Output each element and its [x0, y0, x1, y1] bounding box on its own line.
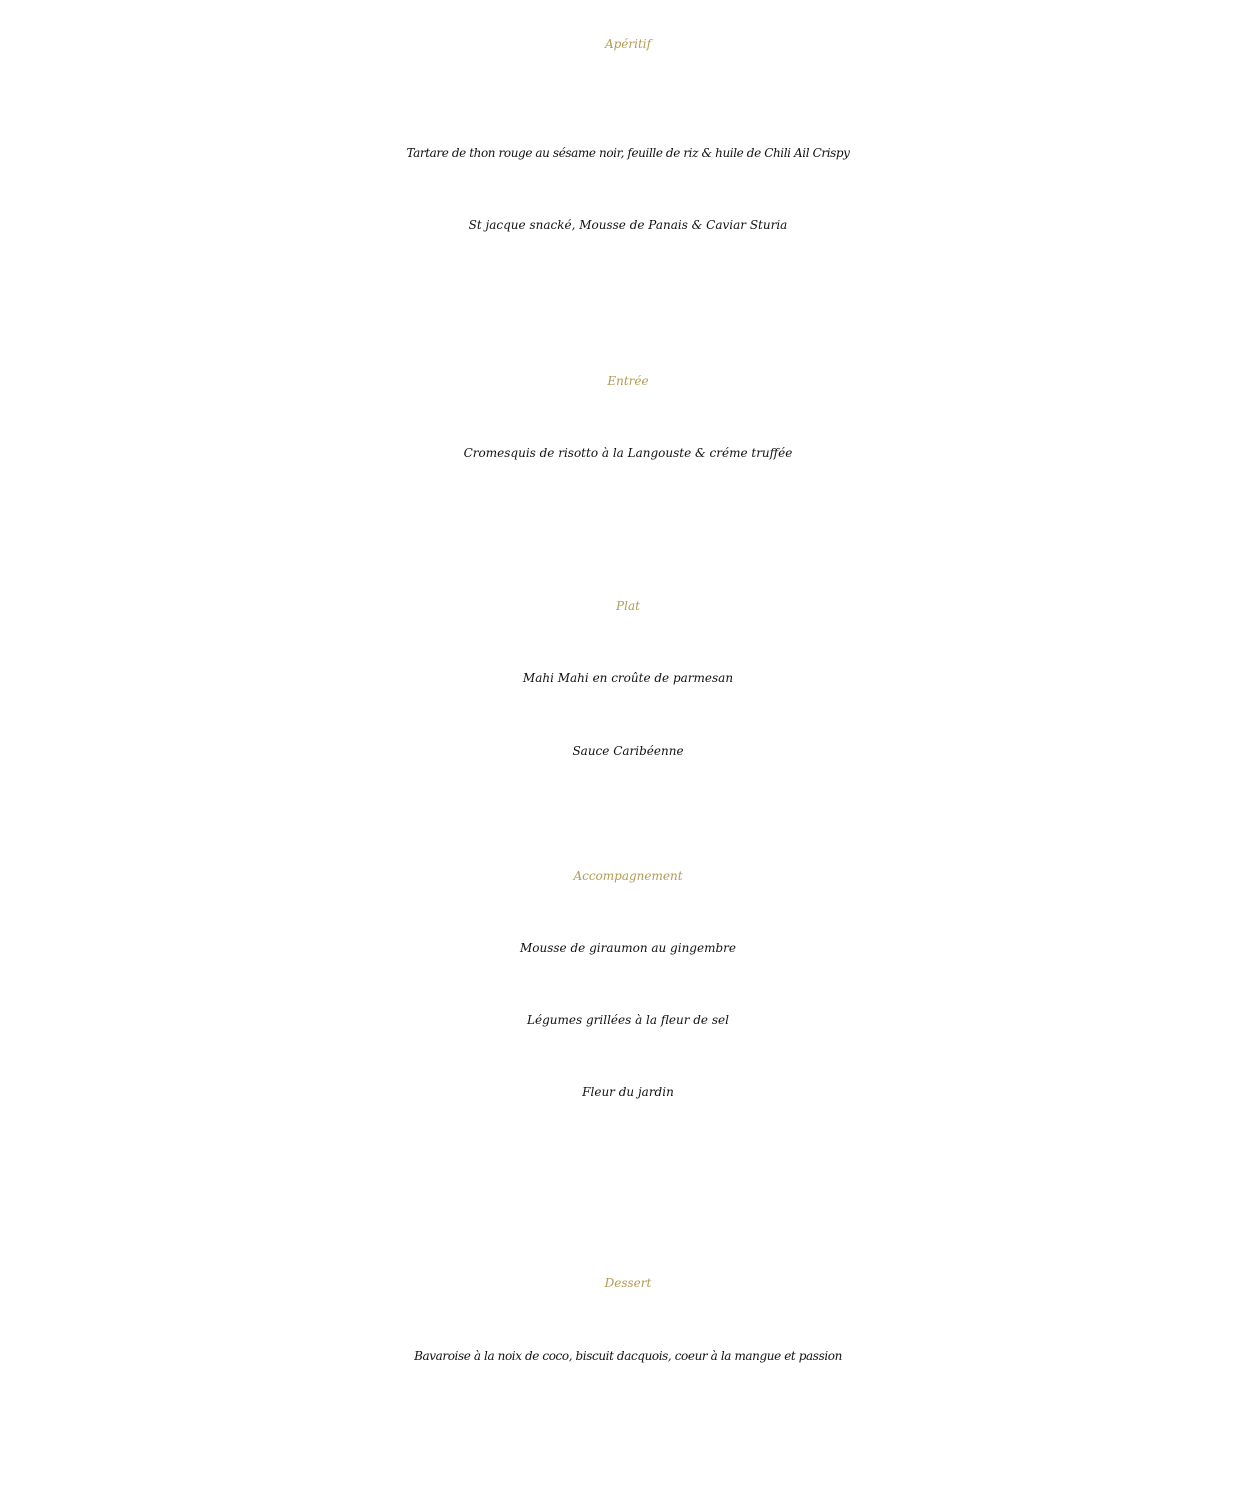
menu-item-sauce: Sauce Caribéenne: [572, 744, 684, 758]
menu-item-tartare: Tartare de thon rouge au sésame noir, feuille de riz & huile de Chili Ail Crispy: [406, 146, 850, 160]
menu-item-fleur: Fleur du jardin: [582, 1085, 674, 1099]
menu-item-cromesquis: Cromesquis de risotto à la Langouste & créme truffée: [463, 446, 793, 460]
section-title-aperitif: Apéritif: [604, 37, 652, 51]
menu-item-mahi-mahi: Mahi Mahi en croûte de parmesan: [522, 671, 734, 685]
menu-item-bavaroise: Bavaroise à la noix de coco, biscuit dacquois, coeur à la mangue et passion: [414, 1349, 842, 1363]
section-title-accompagnement: Accompagnement: [573, 869, 683, 883]
section-title-entree: Entrée: [607, 374, 649, 388]
menu-item-st-jacque: St jacque snacké, Mousse de Panais & Caviar Sturia: [468, 218, 788, 232]
section-title-plat: Plat: [616, 599, 640, 613]
menu-item-legumes: Légumes grillées à la fleur de sel: [527, 1013, 729, 1027]
section-title-dessert: Dessert: [604, 1276, 652, 1290]
menu-item-giraumon: Mousse de giraumon au gingembre: [520, 941, 736, 955]
